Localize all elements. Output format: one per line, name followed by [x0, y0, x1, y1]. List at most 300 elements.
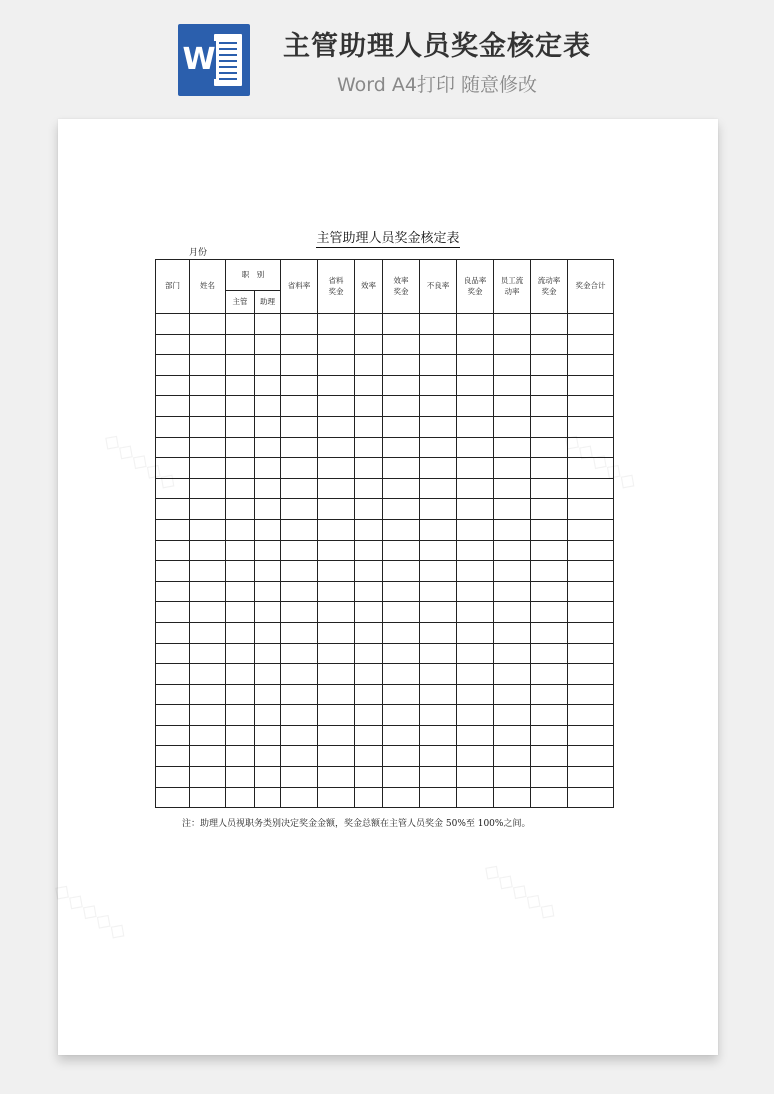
table-cell[interactable] [281, 561, 318, 582]
table-cell[interactable] [318, 622, 355, 643]
table-cell[interactable] [568, 725, 614, 746]
table-cell[interactable] [568, 581, 614, 602]
table-cell[interactable] [457, 437, 494, 458]
table-cell[interactable] [226, 375, 255, 396]
table-cell[interactable] [568, 355, 614, 376]
table-cell[interactable] [383, 643, 420, 664]
table-cell[interactable] [383, 478, 420, 499]
table-cell[interactable] [457, 458, 494, 479]
table-cell[interactable] [457, 602, 494, 623]
table-cell[interactable] [494, 746, 531, 767]
table-cell[interactable] [190, 561, 226, 582]
table-cell[interactable] [531, 314, 568, 335]
table-cell[interactable] [355, 643, 383, 664]
table-cell[interactable] [190, 540, 226, 561]
table-cell[interactable] [190, 581, 226, 602]
table-cell[interactable] [457, 499, 494, 520]
table-cell[interactable] [156, 561, 190, 582]
table-cell[interactable] [355, 499, 383, 520]
table-cell[interactable] [531, 416, 568, 437]
table-cell[interactable] [383, 746, 420, 767]
table-cell[interactable] [318, 437, 355, 458]
table-cell[interactable] [494, 643, 531, 664]
table-cell[interactable] [318, 684, 355, 705]
table-cell[interactable] [226, 561, 255, 582]
table-cell[interactable] [255, 767, 281, 788]
table-cell[interactable] [156, 725, 190, 746]
table-cell[interactable] [494, 396, 531, 417]
table-cell[interactable] [420, 314, 457, 335]
table-cell[interactable] [531, 767, 568, 788]
table-cell[interactable] [226, 622, 255, 643]
table-cell[interactable] [190, 725, 226, 746]
table-cell[interactable] [420, 643, 457, 664]
table-cell[interactable] [531, 519, 568, 540]
table-cell[interactable] [226, 787, 255, 808]
table-cell[interactable] [355, 705, 383, 726]
table-cell[interactable] [255, 540, 281, 561]
table-cell[interactable] [494, 375, 531, 396]
table-cell[interactable] [355, 396, 383, 417]
table-cell[interactable] [568, 540, 614, 561]
table-cell[interactable] [318, 396, 355, 417]
table-cell[interactable] [457, 416, 494, 437]
table-cell[interactable] [494, 705, 531, 726]
table-cell[interactable] [568, 643, 614, 664]
table-cell[interactable] [226, 334, 255, 355]
table-cell[interactable] [420, 767, 457, 788]
table-cell[interactable] [318, 705, 355, 726]
table-cell[interactable] [531, 561, 568, 582]
table-cell[interactable] [531, 705, 568, 726]
table-cell[interactable] [420, 396, 457, 417]
table-cell[interactable] [494, 355, 531, 376]
table-cell[interactable] [156, 499, 190, 520]
table-cell[interactable] [318, 355, 355, 376]
table-cell[interactable] [531, 396, 568, 417]
table-cell[interactable] [420, 602, 457, 623]
table-cell[interactable] [457, 787, 494, 808]
table-cell[interactable] [383, 540, 420, 561]
table-cell[interactable] [156, 643, 190, 664]
table-cell[interactable] [420, 746, 457, 767]
table-cell[interactable] [355, 519, 383, 540]
table-cell[interactable] [355, 684, 383, 705]
table-cell[interactable] [281, 622, 318, 643]
table-cell[interactable] [494, 787, 531, 808]
table-cell[interactable] [190, 684, 226, 705]
table-cell[interactable] [420, 437, 457, 458]
table-cell[interactable] [568, 499, 614, 520]
table-cell[interactable] [318, 416, 355, 437]
table-cell[interactable] [494, 725, 531, 746]
table-cell[interactable] [568, 334, 614, 355]
table-cell[interactable] [457, 725, 494, 746]
table-cell[interactable] [190, 643, 226, 664]
table-cell[interactable] [255, 602, 281, 623]
table-cell[interactable] [156, 684, 190, 705]
table-cell[interactable] [355, 561, 383, 582]
table-cell[interactable] [383, 581, 420, 602]
table-cell[interactable] [457, 684, 494, 705]
table-cell[interactable] [281, 519, 318, 540]
table-cell[interactable] [494, 499, 531, 520]
table-cell[interactable] [226, 396, 255, 417]
table-cell[interactable] [494, 416, 531, 437]
table-cell[interactable] [383, 355, 420, 376]
table-cell[interactable] [318, 602, 355, 623]
table-cell[interactable] [383, 416, 420, 437]
table-cell[interactable] [457, 519, 494, 540]
table-cell[interactable] [494, 684, 531, 705]
table-cell[interactable] [355, 334, 383, 355]
table-cell[interactable] [420, 458, 457, 479]
table-cell[interactable] [255, 375, 281, 396]
table-cell[interactable] [281, 334, 318, 355]
table-cell[interactable] [156, 787, 190, 808]
table-cell[interactable] [531, 684, 568, 705]
table-cell[interactable] [383, 499, 420, 520]
table-cell[interactable] [355, 725, 383, 746]
table-cell[interactable] [318, 664, 355, 685]
table-cell[interactable] [226, 540, 255, 561]
table-cell[interactable] [255, 458, 281, 479]
table-cell[interactable] [318, 581, 355, 602]
table-cell[interactable] [226, 437, 255, 458]
table-cell[interactable] [226, 314, 255, 335]
table-cell[interactable] [531, 355, 568, 376]
table-cell[interactable] [318, 643, 355, 664]
table-cell[interactable] [318, 725, 355, 746]
table-cell[interactable] [531, 643, 568, 664]
table-cell[interactable] [457, 581, 494, 602]
table-cell[interactable] [281, 767, 318, 788]
table-cell[interactable] [355, 581, 383, 602]
table-cell[interactable] [420, 787, 457, 808]
table-cell[interactable] [226, 684, 255, 705]
table-cell[interactable] [226, 643, 255, 664]
table-cell[interactable] [281, 396, 318, 417]
table-cell[interactable] [190, 767, 226, 788]
table-cell[interactable] [568, 664, 614, 685]
table-cell[interactable] [531, 725, 568, 746]
table-cell[interactable] [457, 314, 494, 335]
table-cell[interactable] [383, 787, 420, 808]
table-cell[interactable] [568, 767, 614, 788]
table-cell[interactable] [255, 705, 281, 726]
table-cell[interactable] [531, 540, 568, 561]
table-cell[interactable] [457, 540, 494, 561]
table-cell[interactable] [318, 561, 355, 582]
table-cell[interactable] [531, 375, 568, 396]
table-cell[interactable] [420, 519, 457, 540]
table-cell[interactable] [355, 540, 383, 561]
table-cell[interactable] [494, 437, 531, 458]
table-cell[interactable] [190, 787, 226, 808]
table-cell[interactable] [255, 725, 281, 746]
table-cell[interactable] [457, 355, 494, 376]
table-cell[interactable] [255, 314, 281, 335]
table-cell[interactable] [281, 437, 318, 458]
table-cell[interactable] [190, 416, 226, 437]
table-cell[interactable] [226, 602, 255, 623]
table-cell[interactable] [318, 499, 355, 520]
table-cell[interactable] [457, 705, 494, 726]
table-cell[interactable] [156, 540, 190, 561]
table-cell[interactable] [190, 519, 226, 540]
table-cell[interactable] [355, 664, 383, 685]
table-cell[interactable] [281, 746, 318, 767]
table-cell[interactable] [355, 478, 383, 499]
table-cell[interactable] [383, 684, 420, 705]
table-cell[interactable] [383, 561, 420, 582]
table-cell[interactable] [568, 519, 614, 540]
table-cell[interactable] [226, 416, 255, 437]
table-cell[interactable] [531, 458, 568, 479]
table-cell[interactable] [255, 581, 281, 602]
table-cell[interactable] [531, 664, 568, 685]
table-cell[interactable] [420, 334, 457, 355]
table-cell[interactable] [355, 437, 383, 458]
table-cell[interactable] [281, 416, 318, 437]
table-cell[interactable] [281, 787, 318, 808]
table-cell[interactable] [226, 458, 255, 479]
table-cell[interactable] [494, 334, 531, 355]
table-cell[interactable] [383, 334, 420, 355]
table-cell[interactable] [494, 622, 531, 643]
table-cell[interactable] [156, 746, 190, 767]
table-cell[interactable] [383, 314, 420, 335]
table-cell[interactable] [383, 664, 420, 685]
table-cell[interactable] [226, 767, 255, 788]
table-cell[interactable] [156, 767, 190, 788]
table-cell[interactable] [281, 375, 318, 396]
table-cell[interactable] [156, 622, 190, 643]
table-cell[interactable] [255, 787, 281, 808]
table-cell[interactable] [457, 396, 494, 417]
table-cell[interactable] [531, 787, 568, 808]
table-cell[interactable] [420, 540, 457, 561]
table-cell[interactable] [355, 355, 383, 376]
table-cell[interactable] [355, 622, 383, 643]
table-cell[interactable] [383, 458, 420, 479]
table-cell[interactable] [318, 767, 355, 788]
table-cell[interactable] [190, 664, 226, 685]
table-cell[interactable] [355, 314, 383, 335]
table-cell[interactable] [190, 437, 226, 458]
table-cell[interactable] [494, 458, 531, 479]
table-cell[interactable] [190, 334, 226, 355]
table-cell[interactable] [255, 746, 281, 767]
table-cell[interactable] [318, 314, 355, 335]
table-cell[interactable] [156, 334, 190, 355]
table-cell[interactable] [494, 581, 531, 602]
table-cell[interactable] [494, 314, 531, 335]
table-cell[interactable] [190, 705, 226, 726]
table-cell[interactable] [255, 622, 281, 643]
table-cell[interactable] [355, 458, 383, 479]
table-cell[interactable] [255, 643, 281, 664]
table-cell[interactable] [420, 725, 457, 746]
table-cell[interactable] [318, 746, 355, 767]
table-cell[interactable] [226, 705, 255, 726]
table-cell[interactable] [281, 355, 318, 376]
table-cell[interactable] [226, 725, 255, 746]
table-cell[interactable] [457, 746, 494, 767]
table-cell[interactable] [255, 499, 281, 520]
table-cell[interactable] [531, 581, 568, 602]
table-cell[interactable] [281, 540, 318, 561]
table-cell[interactable] [156, 396, 190, 417]
table-cell[interactable] [494, 767, 531, 788]
table-cell[interactable] [457, 643, 494, 664]
table-cell[interactable] [190, 499, 226, 520]
table-cell[interactable] [420, 561, 457, 582]
table-cell[interactable] [190, 622, 226, 643]
table-cell[interactable] [190, 375, 226, 396]
table-cell[interactable] [281, 664, 318, 685]
table-cell[interactable] [226, 519, 255, 540]
table-cell[interactable] [383, 725, 420, 746]
table-cell[interactable] [318, 334, 355, 355]
table-cell[interactable] [494, 602, 531, 623]
table-cell[interactable] [568, 622, 614, 643]
table-cell[interactable] [355, 602, 383, 623]
table-cell[interactable] [318, 540, 355, 561]
table-cell[interactable] [156, 437, 190, 458]
table-cell[interactable] [568, 746, 614, 767]
table-cell[interactable] [531, 334, 568, 355]
table-cell[interactable] [255, 561, 281, 582]
table-cell[interactable] [226, 355, 255, 376]
table-cell[interactable] [281, 458, 318, 479]
table-cell[interactable] [457, 767, 494, 788]
table-cell[interactable] [355, 416, 383, 437]
table-cell[interactable] [568, 602, 614, 623]
table-cell[interactable] [494, 540, 531, 561]
table-cell[interactable] [457, 561, 494, 582]
table-cell[interactable] [355, 787, 383, 808]
table-cell[interactable] [226, 499, 255, 520]
table-cell[interactable] [355, 746, 383, 767]
table-cell[interactable] [494, 519, 531, 540]
table-cell[interactable] [457, 334, 494, 355]
table-cell[interactable] [568, 684, 614, 705]
table-cell[interactable] [281, 602, 318, 623]
table-cell[interactable] [568, 705, 614, 726]
table-cell[interactable] [457, 375, 494, 396]
table-cell[interactable] [190, 396, 226, 417]
table-cell[interactable] [420, 375, 457, 396]
table-cell[interactable] [420, 622, 457, 643]
table-cell[interactable] [383, 396, 420, 417]
table-cell[interactable] [383, 602, 420, 623]
table-cell[interactable] [156, 416, 190, 437]
table-cell[interactable] [355, 375, 383, 396]
table-cell[interactable] [383, 437, 420, 458]
table-cell[interactable] [255, 478, 281, 499]
table-cell[interactable] [318, 458, 355, 479]
table-cell[interactable] [457, 478, 494, 499]
table-cell[interactable] [156, 355, 190, 376]
table-cell[interactable] [281, 705, 318, 726]
table-cell[interactable] [255, 396, 281, 417]
table-cell[interactable] [420, 664, 457, 685]
table-cell[interactable] [568, 314, 614, 335]
table-cell[interactable] [383, 519, 420, 540]
table-cell[interactable] [531, 499, 568, 520]
table-cell[interactable] [190, 458, 226, 479]
table-cell[interactable] [420, 478, 457, 499]
table-cell[interactable] [226, 664, 255, 685]
table-cell[interactable] [457, 622, 494, 643]
table-cell[interactable] [568, 396, 614, 417]
table-cell[interactable] [383, 705, 420, 726]
table-cell[interactable] [318, 375, 355, 396]
table-cell[interactable] [318, 519, 355, 540]
table-cell[interactable] [355, 767, 383, 788]
table-cell[interactable] [156, 664, 190, 685]
table-cell[interactable] [383, 375, 420, 396]
table-cell[interactable] [255, 684, 281, 705]
table-cell[interactable] [281, 684, 318, 705]
table-cell[interactable] [531, 478, 568, 499]
table-cell[interactable] [281, 725, 318, 746]
table-cell[interactable] [281, 581, 318, 602]
table-cell[interactable] [568, 375, 614, 396]
table-cell[interactable] [281, 499, 318, 520]
table-cell[interactable] [190, 314, 226, 335]
table-cell[interactable] [281, 643, 318, 664]
table-cell[interactable] [156, 602, 190, 623]
table-cell[interactable] [156, 519, 190, 540]
table-cell[interactable] [531, 602, 568, 623]
table-cell[interactable] [281, 478, 318, 499]
table-cell[interactable] [226, 746, 255, 767]
table-cell[interactable] [420, 684, 457, 705]
table-cell[interactable] [255, 519, 281, 540]
table-cell[interactable] [255, 355, 281, 376]
table-cell[interactable] [420, 705, 457, 726]
table-cell[interactable] [420, 581, 457, 602]
table-cell[interactable] [457, 664, 494, 685]
table-cell[interactable] [190, 478, 226, 499]
table-cell[interactable] [420, 416, 457, 437]
table-cell[interactable] [156, 705, 190, 726]
table-cell[interactable] [226, 581, 255, 602]
table-cell[interactable] [255, 334, 281, 355]
table-cell[interactable] [318, 478, 355, 499]
table-cell[interactable] [494, 561, 531, 582]
table-cell[interactable] [190, 602, 226, 623]
table-cell[interactable] [568, 561, 614, 582]
table-cell[interactable] [255, 437, 281, 458]
table-cell[interactable] [156, 375, 190, 396]
table-cell[interactable] [531, 746, 568, 767]
table-cell[interactable] [420, 355, 457, 376]
table-cell[interactable] [156, 581, 190, 602]
table-cell[interactable] [383, 767, 420, 788]
table-cell[interactable] [156, 314, 190, 335]
table-cell[interactable] [255, 664, 281, 685]
table-cell[interactable] [190, 746, 226, 767]
table-cell[interactable] [531, 622, 568, 643]
table-cell[interactable] [226, 478, 255, 499]
table-cell[interactable] [255, 416, 281, 437]
table-cell[interactable] [568, 787, 614, 808]
table-cell[interactable] [383, 622, 420, 643]
table-cell[interactable] [420, 499, 457, 520]
